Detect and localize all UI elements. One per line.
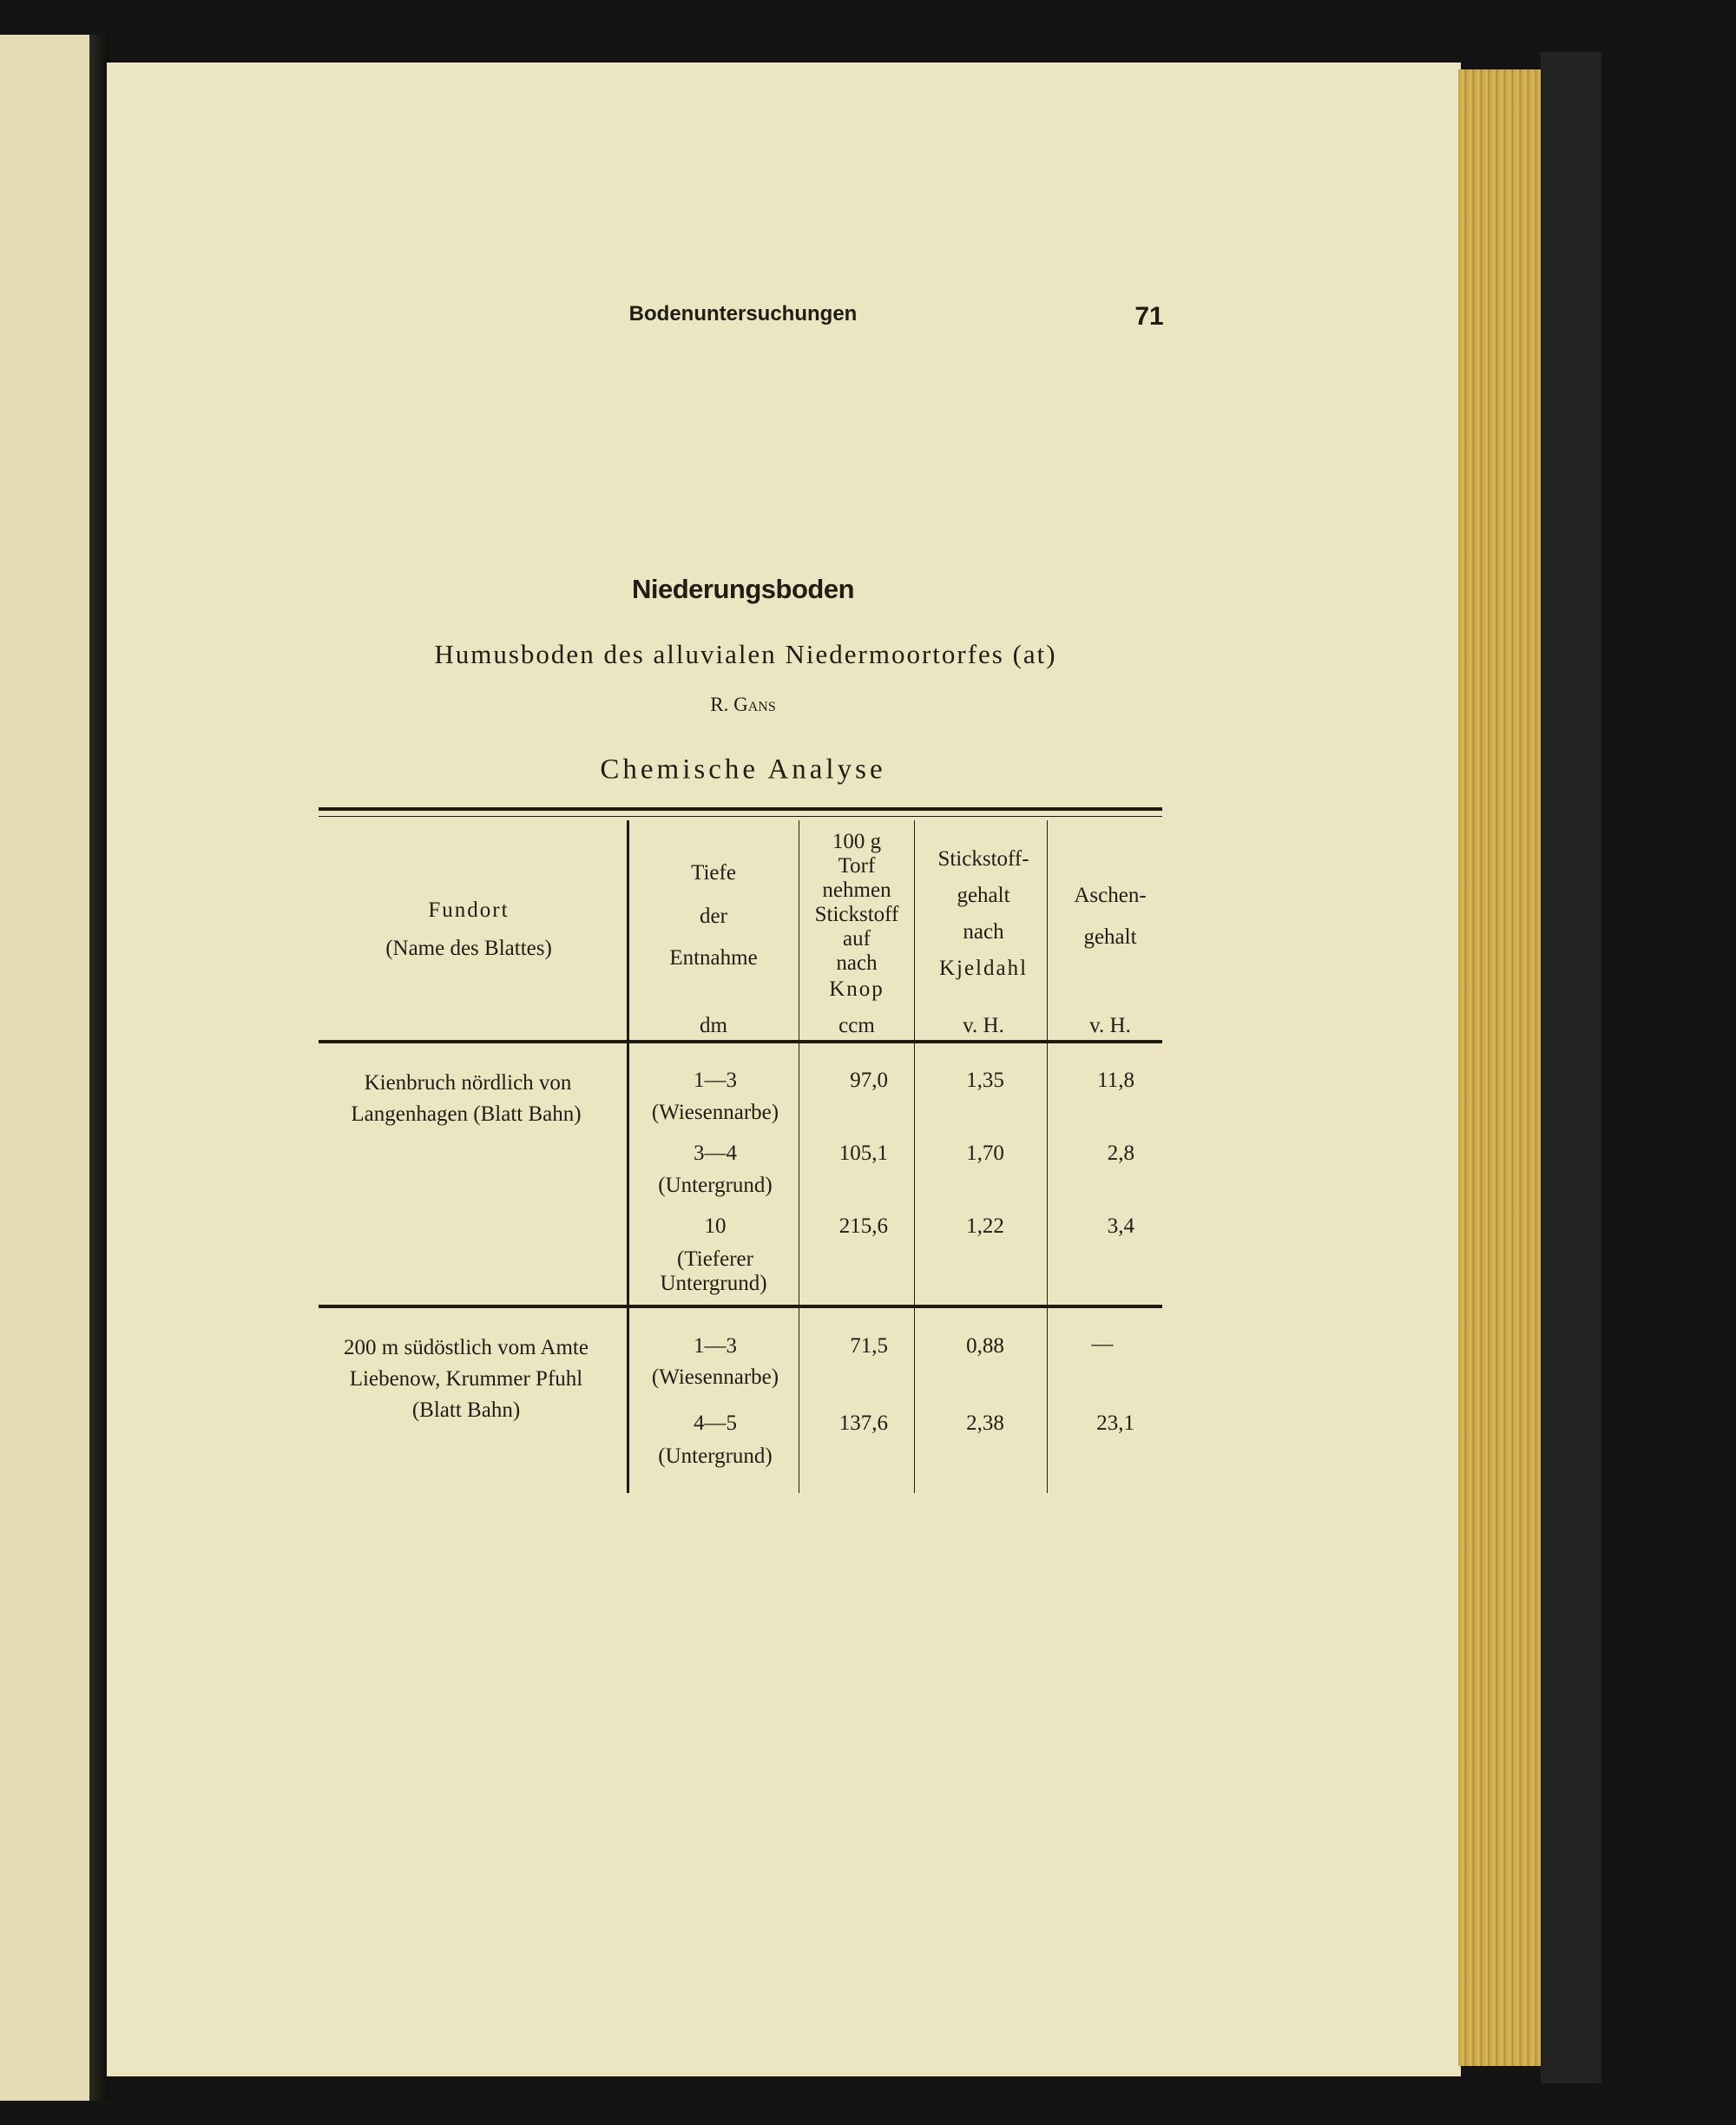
tiefe-cell: 4—5 — [694, 1411, 737, 1435]
header-asche: Aschen- — [1074, 884, 1147, 907]
header-fundort: Fundort — [428, 898, 510, 922]
header-torf: auf — [843, 927, 871, 951]
header-tiefe: Entnahme — [669, 946, 758, 970]
header-torf: Torf — [838, 854, 876, 878]
torf-cell: 137,6 — [838, 1411, 888, 1435]
header-bottom-rule — [319, 1040, 1162, 1043]
header-torf: Knop — [829, 977, 884, 1001]
running-header-title: Bodenuntersuchungen — [628, 302, 858, 326]
header-fundort-sub: (Name des Blattes) — [385, 937, 552, 960]
column-divider — [627, 820, 629, 1493]
header-stickstoff: gehalt — [957, 884, 1010, 907]
book-gutter — [89, 35, 108, 2101]
header-torf: nehmen — [822, 878, 891, 902]
header-torf: 100 g — [832, 830, 882, 853]
header-stickstoff: nach — [963, 920, 1004, 944]
asche-cell: 2,8 — [1107, 1141, 1134, 1165]
asche-cell: 11,8 — [1097, 1069, 1134, 1092]
fundort-cell: Liebenow, Krummer Pfuhl — [349, 1367, 583, 1391]
header-stickstoff: Stickstoff- — [937, 847, 1029, 871]
header-torf-unit: ccm — [838, 1014, 875, 1037]
book-page — [107, 62, 1461, 2076]
facing-page — [0, 35, 91, 2101]
fundort-cell: Langenhagen (Blatt Bahn) — [351, 1102, 582, 1126]
fundort-cell: (Blatt Bahn) — [411, 1398, 521, 1422]
header-stickstoff-unit: v. H. — [963, 1014, 1004, 1037]
header-torf: Stickstoff — [814, 903, 899, 926]
torf-cell: 97,0 — [850, 1069, 888, 1092]
table-top-rule — [319, 807, 1162, 811]
analysis-title: Chemische Analyse — [600, 753, 886, 786]
column-divider — [914, 820, 915, 1493]
tiefe-note: Untergrund) — [660, 1272, 767, 1295]
header-asche: gehalt — [1083, 925, 1137, 949]
asche-cell: — — [1091, 1332, 1114, 1356]
tiefe-cell: 10 — [704, 1214, 727, 1238]
section-title: Niederungsboden — [631, 574, 855, 604]
table-top-rule-thin — [319, 816, 1162, 817]
header-tiefe-unit: dm — [700, 1014, 727, 1037]
tiefe-note: (Wiesennarbe) — [651, 1101, 779, 1124]
stickstoff-cell: 1,70 — [966, 1141, 1004, 1165]
torf-cell: 105,1 — [838, 1141, 888, 1165]
page-edges — [1458, 69, 1545, 2066]
tiefe-note: (Untergrund) — [658, 1174, 773, 1197]
book-cover — [1541, 52, 1601, 2083]
stickstoff-cell: 1,35 — [966, 1069, 1004, 1092]
group-separator-rule — [319, 1305, 1162, 1308]
torf-cell: 215,6 — [838, 1214, 888, 1238]
stickstoff-cell: 1,22 — [966, 1214, 1004, 1238]
header-tiefe: Tiefe — [691, 861, 736, 885]
stickstoff-cell: 2,38 — [966, 1411, 1004, 1435]
subtitle: Humusboden des alluvialen Niedermoortorfes (at) — [434, 639, 1057, 669]
fundort-cell: 200 m südöstlich vom Amte — [344, 1336, 589, 1359]
tiefe-note: (Untergrund) — [658, 1444, 773, 1468]
header-torf: nach — [836, 951, 878, 975]
header-tiefe: der — [700, 905, 727, 928]
page-number: 71 — [1134, 302, 1164, 331]
tiefe-note: (Tieferer — [677, 1247, 753, 1271]
tiefe-note: (Wiesennarbe) — [651, 1365, 779, 1389]
stickstoff-cell: 0,88 — [966, 1334, 1004, 1358]
column-divider — [1047, 820, 1048, 1493]
tiefe-cell: 1—3 — [694, 1069, 737, 1092]
author: R. Gans — [710, 694, 776, 715]
fundort-cell: Kienbruch nördlich von — [364, 1071, 572, 1095]
header-asche-unit: v. H. — [1089, 1014, 1131, 1037]
tiefe-cell: 3—4 — [694, 1141, 737, 1165]
tiefe-cell: 1—3 — [694, 1334, 737, 1358]
asche-cell: 3,4 — [1107, 1214, 1134, 1238]
header-stickstoff: Kjeldahl — [938, 957, 1029, 980]
torf-cell: 71,5 — [850, 1334, 888, 1358]
asche-cell: 23,1 — [1096, 1411, 1134, 1435]
